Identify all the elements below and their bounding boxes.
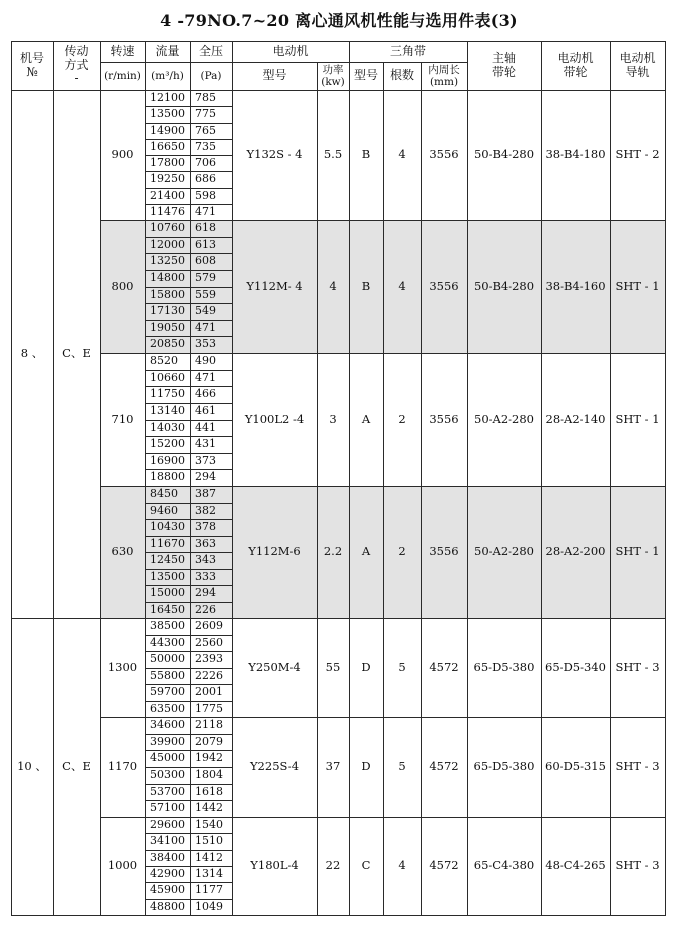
pressure-cell: 373 [195,453,216,467]
flow-cell: 13500 [150,107,185,121]
header-machine-no: 机号 № [19,50,44,79]
flow-cell: 13500 [150,569,185,583]
pressure-cell: 686 [195,172,216,186]
main-pulley-cell: 65-C4-380 [473,858,535,873]
header-belt-length: 内周长 (mm) [428,63,460,88]
flow-cell: 15800 [150,287,185,301]
column-border [421,62,422,916]
main-pulley-cell: 65-D5-380 [473,659,535,674]
data-row-border [145,602,233,603]
flow-cell: 14900 [150,123,185,137]
belt-count-cell: 2 [398,544,406,559]
pressure-cell: 706 [195,155,216,169]
column-border [383,62,384,916]
header-unit-divider [100,62,233,63]
motor-rail-cell: SHT - 3 [615,759,660,774]
motor-power-cell: 55 [325,659,341,674]
belt-length-cell: 4572 [429,858,459,873]
belt-count-cell: 5 [398,659,406,674]
pressure-cell: 618 [195,221,216,235]
pressure-cell: 378 [195,520,216,534]
motor-pulley-cell: 48-C4-265 [545,858,606,873]
data-row-border [145,734,233,735]
flow-cell: 14030 [150,420,185,434]
header-drive-mode: 传动 方式 - [64,43,89,86]
column-border [467,41,468,916]
main-pulley-cell: 50-A2-280 [474,544,534,559]
flow-cell: 10660 [150,370,185,384]
motor-rail-cell: SHT - 3 [615,659,660,674]
pressure-cell: 294 [195,586,216,600]
pressure-cell: 382 [195,503,216,517]
belt-length-cell: 3556 [429,278,459,293]
data-row-border [145,668,233,669]
flow-cell: 16450 [150,602,185,616]
pressure-cell: 1618 [195,784,223,798]
data-row-border [145,171,233,172]
pressure-cell: 471 [195,320,216,334]
pressure-cell: 333 [195,569,216,583]
pressure-cell: 294 [195,470,216,484]
flow-cell: 48800 [150,899,185,913]
flow-cell: 38500 [150,619,185,633]
belt-model-cell: A [361,411,371,426]
data-row-border [145,270,233,271]
pressure-cell: 1049 [195,899,223,913]
speed-cell: 900 [111,147,134,162]
column-border [610,41,611,916]
flow-cell: 12100 [150,90,185,104]
motor-power-cell: 4 [329,278,337,293]
header-motor-model: 型号 [262,68,287,83]
motor-model-cell: Y100L2 -4 [244,411,305,426]
flow-cell: 15200 [150,437,185,451]
motor-power-cell: 37 [325,759,341,774]
motor-pulley-cell: 28-A2-200 [545,544,606,559]
pressure-cell: 608 [195,254,216,268]
page-title: 4 -79NO.7~20 离心通风机性能与选用件表(3) [160,11,518,30]
header-flow-unit: (m³/h) [151,69,184,82]
data-row-border [145,833,233,834]
speed-cell: 800 [111,278,134,293]
flow-cell: 17130 [150,304,185,318]
motor-model-cell: Y225S-4 [249,759,300,774]
data-row-border [145,287,233,288]
belt-count-cell: 4 [398,278,406,293]
pressure-cell: 549 [195,304,216,318]
pressure-cell: 598 [195,188,216,202]
motor-pulley-cell: 38-B4-180 [545,147,606,162]
motor-rail-cell: SHT - 1 [615,278,660,293]
flow-cell: 16650 [150,139,185,153]
pressure-cell: 461 [195,404,216,418]
pressure-cell: 431 [195,437,216,451]
pressure-cell: 785 [195,90,216,104]
speed-cell: 630 [111,544,134,559]
belt-model-cell: D [361,659,371,674]
pressure-cell: 765 [195,123,216,137]
flow-cell: 39900 [150,734,185,748]
data-row-border [145,403,233,404]
pressure-cell: 353 [195,337,216,351]
data-row-border [145,320,233,321]
flow-cell: 16900 [150,453,185,467]
data-row-border [145,420,233,421]
data-row-border [145,503,233,504]
belt-length-cell: 3556 [429,411,459,426]
flow-cell: 20850 [150,337,185,351]
data-row-border [145,336,233,337]
data-row-border [145,882,233,883]
belt-length-cell: 4572 [429,759,459,774]
belt-model-cell: C [361,858,371,873]
data-row-border [145,204,233,205]
main-pulley-cell: 50-A2-280 [474,411,534,426]
header-belt-model: 型号 [353,68,378,83]
flow-cell: 50300 [150,768,185,782]
flow-cell: 19050 [150,320,185,334]
pressure-cell: 2226 [195,668,223,682]
flow-cell: 17800 [150,155,185,169]
drive-mode-cell: C、E [62,758,91,773]
flow-cell: 45900 [150,883,185,897]
flow-cell: 34600 [150,718,185,732]
motor-power-cell: 5.5 [323,147,343,162]
data-row-border [145,303,233,304]
data-row-border [145,635,233,636]
header-v-belt: 三角带 [389,43,426,58]
motor-model-cell: Y250M-4 [248,659,301,674]
pressure-cell: 471 [195,370,216,384]
motor-pulley-cell: 65-D5-340 [545,659,606,674]
motor-power-cell: 3 [329,411,337,426]
data-row-border [145,253,233,254]
header-speed: 转速 [110,43,135,58]
pressure-cell: 2001 [195,685,223,699]
pressure-cell: 775 [195,107,216,121]
pressure-cell: 466 [195,387,216,401]
pressure-cell: 1775 [195,701,223,715]
flow-cell: 12000 [150,237,185,251]
pressure-cell: 1942 [195,751,223,765]
data-row-border [145,453,233,454]
data-row-border [145,436,233,437]
pressure-cell: 2393 [195,652,223,666]
flow-cell: 10430 [150,520,185,534]
flow-cell: 11476 [150,204,185,218]
flow-cell: 15000 [150,586,185,600]
header-motor-power: 功率 (kw) [321,63,345,88]
flow-cell: 13140 [150,404,185,418]
flow-cell: 10760 [150,221,185,235]
group-border [11,915,666,916]
data-row-border [145,123,233,124]
motor-power-cell: 22 [325,858,341,873]
flow-cell: 9460 [150,503,178,517]
flow-cell: 8450 [150,487,178,501]
header-belt-count: 根数 [389,68,414,83]
flow-cell: 14800 [150,271,185,285]
motor-rail-cell: SHT - 2 [615,147,660,162]
flow-cell: 55800 [150,668,185,682]
header-motor-pulley: 电动机 带轮 [557,50,594,79]
pressure-cell: 1442 [195,801,223,815]
motor-rail-cell: SHT - 1 [615,544,660,559]
header-bottom-border [11,90,666,91]
flow-cell: 44300 [150,635,185,649]
flow-cell: 11670 [150,536,185,550]
pressure-cell: 343 [195,553,216,567]
pressure-cell: 441 [195,420,216,434]
belt-count-cell: 2 [398,411,406,426]
flow-cell: 19250 [150,172,185,186]
data-row-border [145,552,233,553]
header-motor-rail: 电动机 导轨 [619,50,656,79]
column-border [100,41,101,916]
pressure-cell: 1540 [195,817,223,831]
speed-cell: 1300 [107,659,138,674]
data-row-border [145,585,233,586]
pressure-cell: 490 [195,354,216,368]
machine-no-cell: 8 、 [20,346,44,361]
pressure-cell: 387 [195,487,216,501]
flow-cell: 57100 [150,801,185,815]
data-row-border [145,188,233,189]
flow-cell: 34100 [150,834,185,848]
data-row-border [145,237,233,238]
data-row-border [145,850,233,851]
pressure-cell: 1412 [195,850,223,864]
header-motor: 电动机 [272,43,309,58]
data-row-border [145,750,233,751]
pressure-cell: 2118 [195,718,223,732]
motor-pulley-cell: 60-D5-315 [545,759,606,774]
belt-model-cell: A [361,544,371,559]
flow-cell: 11750 [150,387,185,401]
main-pulley-cell: 50-B4-280 [473,278,535,293]
table-top-border [11,41,666,42]
data-row-border [145,139,233,140]
motor-model-cell: Y112M- 4 [246,278,303,293]
belt-model-cell: B [361,147,371,162]
belt-model-cell: B [361,278,371,293]
pressure-cell: 363 [195,536,216,550]
flow-cell: 13250 [150,254,185,268]
pressure-cell: 559 [195,287,216,301]
data-row-border [145,536,233,537]
belt-length-cell: 4572 [429,659,459,674]
header-pressure: 全压 [198,43,223,58]
motor-model-cell: Y132S - 4 [246,147,303,162]
data-row-border [145,701,233,702]
data-row-border [145,784,233,785]
pressure-cell: 1314 [195,866,223,880]
pressure-cell: 1510 [195,834,223,848]
motor-power-cell: 2.2 [323,544,343,559]
data-row-border [145,866,233,867]
header-main-pulley: 主轴 带轮 [491,50,516,79]
motor-pulley-cell: 38-B4-160 [545,278,606,293]
data-row-border [145,899,233,900]
column-border [665,41,666,916]
speed-cell: 1170 [107,759,138,774]
machine-no-cell: 10 、 [17,758,47,773]
header-pressure-unit: (Pa) [200,69,222,82]
pressure-cell: 226 [195,602,216,616]
belt-count-cell: 5 [398,759,406,774]
flow-cell: 45000 [150,751,185,765]
pressure-cell: 1177 [195,883,223,897]
header-speed-unit: (r/min) [104,69,141,82]
pressure-cell: 2079 [195,734,223,748]
motor-model-cell: Y112M-6 [248,544,301,559]
column-border [11,41,12,916]
pressure-cell: 579 [195,271,216,285]
flow-cell: 42900 [150,866,185,880]
main-pulley-cell: 65-D5-380 [473,759,535,774]
pressure-cell: 613 [195,237,216,251]
data-row-border [145,800,233,801]
data-row-border [145,519,233,520]
pressure-cell: 735 [195,139,216,153]
motor-pulley-cell: 28-A2-140 [545,411,606,426]
flow-cell: 63500 [150,701,185,715]
data-row-border [145,569,233,570]
drive-mode-cell: C、E [62,346,91,361]
column-border [145,41,146,916]
data-row-border [145,469,233,470]
belt-model-cell: D [361,759,371,774]
flow-cell: 8520 [150,354,178,368]
data-row-border [145,651,233,652]
motor-rail-cell: SHT - 1 [615,411,660,426]
column-border [232,41,233,916]
data-row-border [145,386,233,387]
flow-cell: 12450 [150,553,185,567]
flow-cell: 29600 [150,817,185,831]
data-row-border [145,684,233,685]
header-divider [232,62,468,63]
pressure-cell: 2609 [195,619,223,633]
flow-cell: 21400 [150,188,185,202]
belt-length-cell: 3556 [429,544,459,559]
pressure-cell: 2560 [195,635,223,649]
main-pulley-cell: 50-B4-280 [473,147,535,162]
flow-cell: 53700 [150,784,185,798]
group-border [11,618,666,619]
data-row-border [145,106,233,107]
data-row-border [145,370,233,371]
flow-cell: 59700 [150,685,185,699]
column-border [541,41,542,916]
data-row-border [145,767,233,768]
speed-cell: 710 [111,411,134,426]
belt-length-cell: 3556 [429,147,459,162]
motor-rail-cell: SHT - 3 [615,858,660,873]
header-flow: 流量 [155,43,180,58]
pressure-cell: 471 [195,204,216,218]
pressure-cell: 1804 [195,768,223,782]
belt-count-cell: 4 [398,147,406,162]
column-border [349,41,350,916]
data-row-border [145,155,233,156]
column-border [190,41,191,916]
belt-count-cell: 4 [398,858,406,873]
motor-model-cell: Y180L-4 [250,858,299,873]
flow-cell: 18800 [150,470,185,484]
flow-cell: 38400 [150,850,185,864]
flow-cell: 50000 [150,652,185,666]
column-border [53,41,54,916]
speed-cell: 1000 [107,858,138,873]
column-border [317,62,318,916]
